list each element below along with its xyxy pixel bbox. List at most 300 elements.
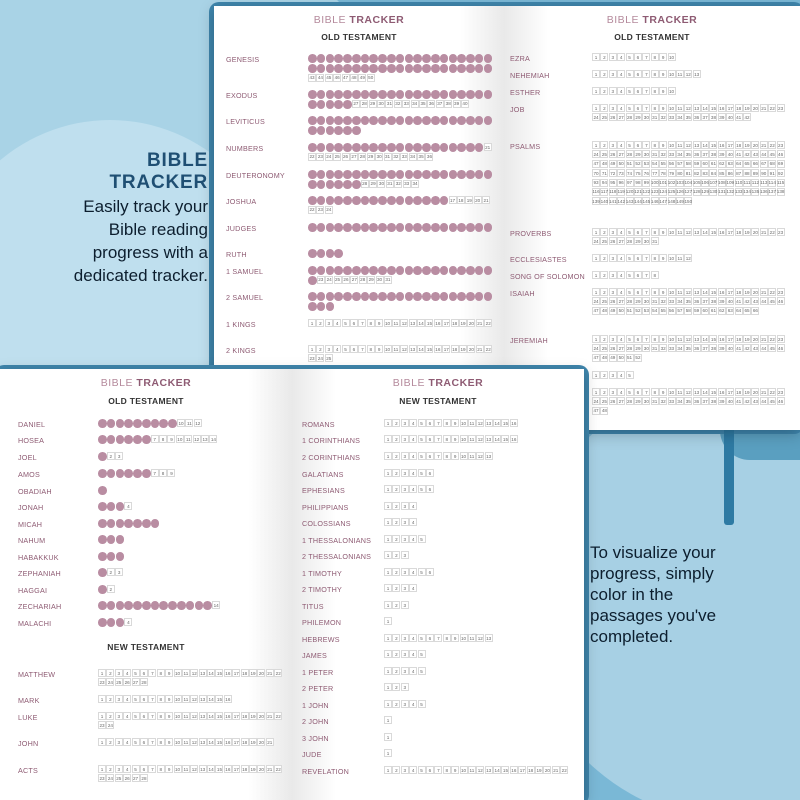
chapter-cell[interactable] bbox=[326, 249, 335, 258]
chapter-cell[interactable]: 48 bbox=[601, 355, 607, 361]
chapter-cell[interactable]: 123 bbox=[650, 189, 659, 195]
chapter-cell[interactable]: 27 bbox=[618, 238, 624, 244]
chapter-cell[interactable]: 32 bbox=[660, 398, 666, 404]
chapter-cell[interactable]: 55 bbox=[660, 308, 666, 314]
chapter-cell[interactable] bbox=[116, 601, 125, 610]
chapter-cell[interactable]: 14 bbox=[418, 320, 424, 326]
chapter-cell[interactable]: 23 bbox=[99, 722, 105, 728]
chapter-cell[interactable]: 75 bbox=[635, 170, 641, 176]
chapter-cell[interactable]: 8 bbox=[157, 738, 165, 746]
chapter-cell[interactable]: 10 bbox=[460, 436, 467, 442]
chapter-cell[interactable]: 38 bbox=[710, 398, 717, 404]
chapter-cell[interactable] bbox=[326, 100, 335, 109]
chapter-cell[interactable]: 7 bbox=[642, 388, 650, 396]
chapter-cell[interactable]: 49 bbox=[610, 355, 616, 361]
chapter-cell[interactable]: 8 bbox=[651, 87, 659, 95]
chapter-cell[interactable]: 12 bbox=[191, 670, 197, 676]
chapter-cell[interactable]: 10 bbox=[460, 767, 467, 773]
chapter-cell[interactable] bbox=[449, 170, 458, 179]
chapter-cell[interactable]: 7 bbox=[434, 634, 442, 642]
chapter-cell[interactable]: 3 bbox=[609, 271, 617, 279]
chapter-cell[interactable] bbox=[431, 292, 440, 301]
chapter-cell[interactable]: 5 bbox=[418, 469, 426, 477]
chapter-cell[interactable]: 17 bbox=[727, 389, 733, 395]
chapter-cell[interactable]: 4 bbox=[617, 228, 625, 236]
chapter-cell[interactable]: 4 bbox=[409, 452, 417, 460]
chapter-cell[interactable]: 87 bbox=[736, 170, 742, 176]
chapter-cell[interactable]: 3 bbox=[401, 535, 409, 543]
chapter-cell[interactable]: 52 bbox=[635, 161, 641, 167]
chapter-cell[interactable]: 33 bbox=[404, 181, 410, 187]
chapter-cell[interactable]: 3 bbox=[401, 551, 409, 559]
chapter-cell[interactable] bbox=[343, 170, 352, 179]
chapter-cell[interactable]: 24 bbox=[326, 207, 332, 213]
chapter-cell[interactable]: 118 bbox=[609, 189, 617, 195]
chapter-cell[interactable]: 39 bbox=[719, 398, 725, 404]
chapter-cell[interactable]: 44 bbox=[761, 298, 767, 304]
chapter-cell[interactable]: 5 bbox=[626, 228, 634, 236]
chapter-cell[interactable]: 5 bbox=[418, 700, 426, 708]
chapter-cell[interactable]: 125 bbox=[667, 189, 676, 195]
chapter-cell[interactable]: 86 bbox=[727, 170, 733, 176]
chapter-cell[interactable]: 17 bbox=[233, 670, 239, 676]
chapter-cell[interactable]: 14 bbox=[702, 142, 708, 148]
chapter-cell[interactable]: 9 bbox=[165, 669, 173, 677]
chapter-cell[interactable] bbox=[457, 292, 466, 301]
chapter-cell[interactable]: 77 bbox=[652, 170, 658, 176]
chapter-cell[interactable] bbox=[369, 54, 378, 63]
chapter-cell[interactable]: 12 bbox=[685, 71, 691, 77]
chapter-cell[interactable]: 2 bbox=[600, 254, 608, 262]
chapter-cell[interactable] bbox=[405, 90, 414, 99]
chapter-cell[interactable]: 96 bbox=[618, 180, 624, 186]
chapter-cell[interactable] bbox=[413, 64, 422, 73]
chapter-cell[interactable]: 1 bbox=[384, 733, 392, 741]
chapter-cell[interactable]: 7 bbox=[642, 104, 650, 112]
chapter-cell[interactable]: 22 bbox=[769, 336, 775, 342]
chapter-cell[interactable]: 33 bbox=[668, 298, 675, 304]
chapter-cell[interactable]: 31 bbox=[652, 398, 658, 404]
chapter-cell[interactable]: 2 bbox=[392, 568, 400, 576]
chapter-cell[interactable]: 61 bbox=[710, 161, 717, 167]
chapter-cell[interactable]: 62 bbox=[719, 308, 725, 314]
chapter-cell[interactable] bbox=[440, 196, 449, 205]
chapter-cell[interactable] bbox=[326, 292, 335, 301]
chapter-cell[interactable]: 21 bbox=[485, 144, 491, 150]
chapter-cell[interactable] bbox=[422, 170, 431, 179]
chapter-cell[interactable] bbox=[159, 419, 168, 428]
chapter-cell[interactable] bbox=[484, 116, 493, 125]
chapter-cell[interactable]: 35 bbox=[685, 151, 691, 157]
chapter-cell[interactable]: 37 bbox=[702, 114, 708, 120]
chapter-cell[interactable]: 6 bbox=[140, 695, 148, 703]
chapter-cell[interactable] bbox=[431, 143, 440, 152]
chapter-cell[interactable]: 5 bbox=[418, 667, 426, 675]
chapter-cell[interactable]: 142 bbox=[617, 198, 626, 204]
chapter-cell[interactable]: 3 bbox=[401, 700, 409, 708]
chapter-cell[interactable]: 121 bbox=[634, 189, 642, 195]
chapter-cell[interactable]: 20 bbox=[475, 197, 481, 203]
chapter-cell[interactable]: 4 bbox=[124, 502, 132, 510]
chapter-cell[interactable]: 10 bbox=[668, 389, 675, 395]
chapter-cell[interactable]: 2 bbox=[107, 568, 115, 576]
chapter-cell[interactable]: 56 bbox=[668, 161, 675, 167]
chapter-cell[interactable]: 47 bbox=[593, 408, 599, 414]
chapter-cell[interactable] bbox=[431, 64, 440, 73]
chapter-cell[interactable]: 17 bbox=[519, 767, 525, 773]
chapter-cell[interactable]: 23 bbox=[778, 336, 784, 342]
chapter-cell[interactable]: 30 bbox=[378, 101, 384, 107]
chapter-cell[interactable]: 6 bbox=[634, 104, 642, 112]
chapter-cell[interactable]: 19 bbox=[460, 320, 466, 326]
chapter-cell[interactable]: 122 bbox=[642, 189, 651, 195]
chapter-cell[interactable]: 13 bbox=[486, 436, 492, 442]
chapter-cell[interactable]: 45 bbox=[769, 298, 775, 304]
chapter-cell[interactable]: 8 bbox=[367, 345, 375, 353]
chapter-cell[interactable]: 24 bbox=[593, 238, 599, 244]
chapter-cell[interactable] bbox=[334, 54, 343, 63]
chapter-cell[interactable]: 4 bbox=[617, 53, 625, 61]
chapter-cell[interactable] bbox=[422, 292, 431, 301]
chapter-cell[interactable]: 12 bbox=[685, 142, 691, 148]
chapter-cell[interactable] bbox=[369, 292, 378, 301]
chapter-cell[interactable]: 25 bbox=[601, 238, 607, 244]
chapter-cell[interactable] bbox=[317, 302, 326, 311]
chapter-cell[interactable] bbox=[422, 266, 431, 275]
chapter-cell[interactable]: 3 bbox=[401, 452, 409, 460]
chapter-cell[interactable]: 4 bbox=[123, 669, 131, 677]
chapter-cell[interactable]: 3 bbox=[115, 712, 123, 720]
chapter-cell[interactable] bbox=[326, 126, 335, 135]
chapter-cell[interactable]: 35 bbox=[685, 298, 691, 304]
chapter-cell[interactable] bbox=[133, 601, 142, 610]
chapter-cell[interactable]: 2 bbox=[392, 667, 400, 675]
chapter-cell[interactable] bbox=[449, 143, 458, 152]
chapter-cell[interactable]: 4 bbox=[409, 535, 417, 543]
chapter-cell[interactable]: 46 bbox=[778, 298, 784, 304]
chapter-cell[interactable] bbox=[308, 90, 317, 99]
chapter-cell[interactable]: 32 bbox=[395, 101, 401, 107]
chapter-cell[interactable]: 8 bbox=[367, 319, 375, 327]
chapter-cell[interactable] bbox=[168, 419, 177, 428]
chapter-cell[interactable]: 1 bbox=[384, 667, 392, 675]
chapter-cell[interactable] bbox=[352, 116, 361, 125]
chapter-cell[interactable] bbox=[466, 266, 475, 275]
chapter-cell[interactable]: 128 bbox=[692, 189, 701, 195]
chapter-cell[interactable] bbox=[116, 535, 125, 544]
chapter-cell[interactable]: 42 bbox=[744, 398, 750, 404]
chapter-cell[interactable] bbox=[378, 196, 387, 205]
chapter-cell[interactable]: 10 bbox=[460, 453, 467, 459]
chapter-cell[interactable] bbox=[413, 223, 422, 232]
chapter-cell[interactable] bbox=[449, 54, 458, 63]
chapter-cell[interactable]: 15 bbox=[502, 436, 509, 442]
chapter-cell[interactable]: 149 bbox=[676, 198, 684, 204]
chapter-cell[interactable]: 80 bbox=[677, 170, 683, 176]
chapter-cell[interactable] bbox=[116, 469, 125, 478]
chapter-cell[interactable]: 17 bbox=[727, 229, 733, 235]
chapter-cell[interactable]: 24 bbox=[107, 722, 113, 728]
chapter-cell[interactable]: 39 bbox=[719, 114, 725, 120]
chapter-cell[interactable]: 12 bbox=[195, 420, 201, 426]
chapter-cell[interactable] bbox=[317, 143, 326, 152]
chapter-cell[interactable]: 46 bbox=[778, 398, 784, 404]
chapter-cell[interactable]: 114 bbox=[768, 180, 776, 186]
chapter-cell[interactable]: 36 bbox=[428, 101, 434, 107]
chapter-cell[interactable]: 1 bbox=[592, 254, 600, 262]
chapter-cell[interactable]: 28 bbox=[362, 181, 368, 187]
chapter-cell[interactable]: 20 bbox=[752, 105, 758, 111]
chapter-cell[interactable]: 2 bbox=[600, 288, 608, 296]
chapter-cell[interactable]: 1 bbox=[98, 695, 106, 703]
chapter-cell[interactable]: 66 bbox=[752, 308, 758, 314]
chapter-cell[interactable]: 3 bbox=[401, 766, 409, 774]
chapter-cell[interactable]: 9 bbox=[165, 738, 173, 746]
chapter-cell[interactable] bbox=[133, 419, 142, 428]
chapter-cell[interactable]: 53 bbox=[643, 161, 649, 167]
chapter-cell[interactable]: 83 bbox=[702, 170, 708, 176]
chapter-cell[interactable]: 37 bbox=[702, 398, 708, 404]
chapter-cell[interactable] bbox=[457, 170, 466, 179]
chapter-cell[interactable]: 11 bbox=[677, 289, 683, 295]
chapter-cell[interactable] bbox=[466, 54, 475, 63]
chapter-cell[interactable]: 78 bbox=[660, 170, 666, 176]
chapter-cell[interactable]: 37 bbox=[702, 345, 708, 351]
chapter-cell[interactable]: 131 bbox=[718, 189, 726, 195]
chapter-cell[interactable]: 35 bbox=[685, 345, 691, 351]
chapter-cell[interactable]: 3 bbox=[609, 53, 617, 61]
chapter-cell[interactable] bbox=[484, 64, 493, 73]
chapter-cell[interactable]: 9 bbox=[659, 87, 667, 95]
chapter-cell[interactable] bbox=[151, 519, 160, 528]
chapter-cell[interactable]: 7 bbox=[642, 70, 650, 78]
chapter-cell[interactable] bbox=[413, 90, 422, 99]
chapter-cell[interactable]: 16 bbox=[719, 229, 725, 235]
chapter-cell[interactable]: 10 bbox=[668, 105, 675, 111]
chapter-cell[interactable]: 46 bbox=[778, 151, 784, 157]
chapter-cell[interactable]: 28 bbox=[627, 238, 633, 244]
chapter-cell[interactable]: 6 bbox=[426, 419, 434, 427]
chapter-cell[interactable]: 21 bbox=[761, 142, 767, 148]
chapter-cell[interactable]: 16 bbox=[225, 766, 231, 772]
chapter-cell[interactable]: 17 bbox=[233, 766, 239, 772]
chapter-cell[interactable]: 23 bbox=[778, 105, 784, 111]
chapter-cell[interactable]: 59 bbox=[694, 308, 700, 314]
chapter-cell[interactable]: 3 bbox=[609, 228, 617, 236]
chapter-cell[interactable] bbox=[422, 90, 431, 99]
chapter-cell[interactable]: 34 bbox=[410, 154, 416, 160]
chapter-cell[interactable]: 14 bbox=[418, 346, 424, 352]
chapter-cell[interactable]: 5 bbox=[418, 452, 426, 460]
chapter-cell[interactable]: 51 bbox=[627, 308, 633, 314]
chapter-cell[interactable] bbox=[107, 618, 116, 627]
chapter-cell[interactable]: 18 bbox=[736, 389, 742, 395]
chapter-cell[interactable] bbox=[431, 54, 440, 63]
chapter-cell[interactable]: 8 bbox=[651, 104, 659, 112]
chapter-cell[interactable]: 79 bbox=[668, 170, 675, 176]
chapter-cell[interactable]: 6 bbox=[634, 141, 642, 149]
chapter-cell[interactable] bbox=[343, 292, 352, 301]
chapter-cell[interactable]: 8 bbox=[651, 70, 659, 78]
chapter-cell[interactable]: 1 bbox=[384, 634, 392, 642]
chapter-cell[interactable]: 4 bbox=[123, 738, 131, 746]
chapter-cell[interactable]: 109 bbox=[726, 180, 735, 186]
chapter-cell[interactable]: 18 bbox=[452, 320, 458, 326]
chapter-cell[interactable]: 7 bbox=[148, 695, 156, 703]
chapter-cell[interactable]: 2 bbox=[107, 452, 115, 460]
chapter-cell[interactable] bbox=[431, 223, 440, 232]
chapter-cell[interactable]: 7 bbox=[434, 452, 442, 460]
chapter-cell[interactable]: 32 bbox=[393, 154, 399, 160]
chapter-cell[interactable]: 21 bbox=[483, 197, 489, 203]
chapter-cell[interactable]: 97 bbox=[627, 180, 633, 186]
chapter-cell[interactable]: 73 bbox=[618, 170, 624, 176]
chapter-cell[interactable] bbox=[124, 435, 133, 444]
chapter-cell[interactable] bbox=[343, 64, 352, 73]
chapter-cell[interactable]: 3 bbox=[401, 683, 409, 691]
chapter-cell[interactable]: 13 bbox=[486, 767, 492, 773]
chapter-cell[interactable]: 49 bbox=[610, 308, 616, 314]
chapter-cell[interactable]: 89 bbox=[752, 170, 758, 176]
chapter-cell[interactable]: 5 bbox=[132, 669, 140, 677]
chapter-cell[interactable] bbox=[98, 568, 107, 577]
chapter-cell[interactable]: 20 bbox=[544, 767, 550, 773]
chapter-cell[interactable]: 38 bbox=[710, 151, 717, 157]
chapter-cell[interactable]: 43 bbox=[752, 345, 758, 351]
chapter-cell[interactable]: 12 bbox=[685, 336, 691, 342]
chapter-cell[interactable]: 34 bbox=[677, 114, 683, 120]
chapter-cell[interactable] bbox=[142, 601, 151, 610]
chapter-cell[interactable] bbox=[308, 266, 317, 275]
chapter-cell[interactable]: 13 bbox=[694, 389, 700, 395]
chapter-cell[interactable] bbox=[431, 116, 440, 125]
chapter-cell[interactable]: 119 bbox=[617, 189, 625, 195]
chapter-cell[interactable] bbox=[405, 292, 414, 301]
chapter-cell[interactable]: 64 bbox=[736, 308, 742, 314]
chapter-cell[interactable]: 25 bbox=[601, 114, 607, 120]
chapter-cell[interactable] bbox=[317, 249, 326, 258]
chapter-cell[interactable]: 32 bbox=[660, 151, 666, 157]
chapter-cell[interactable]: 10 bbox=[460, 635, 467, 641]
chapter-cell[interactable]: 2 bbox=[600, 271, 608, 279]
chapter-cell[interactable] bbox=[369, 116, 378, 125]
chapter-cell[interactable]: 31 bbox=[387, 181, 393, 187]
chapter-cell[interactable] bbox=[361, 292, 370, 301]
chapter-cell[interactable]: 21 bbox=[761, 105, 767, 111]
chapter-cell[interactable]: 108 bbox=[718, 180, 726, 186]
chapter-cell[interactable]: 1 bbox=[98, 669, 106, 677]
chapter-cell[interactable] bbox=[98, 469, 107, 478]
chapter-cell[interactable]: 145 bbox=[642, 198, 651, 204]
chapter-cell[interactable] bbox=[440, 143, 449, 152]
chapter-cell[interactable]: 17 bbox=[233, 739, 239, 745]
chapter-cell[interactable]: 7 bbox=[642, 335, 650, 343]
chapter-cell[interactable] bbox=[431, 266, 440, 275]
chapter-cell[interactable]: 40 bbox=[462, 101, 468, 107]
chapter-cell[interactable]: 9 bbox=[167, 469, 175, 477]
chapter-cell[interactable]: 42 bbox=[744, 151, 750, 157]
chapter-cell[interactable]: 37 bbox=[702, 151, 708, 157]
chapter-cell[interactable] bbox=[98, 435, 107, 444]
chapter-cell[interactable]: 6 bbox=[426, 485, 434, 493]
chapter-cell[interactable]: 25 bbox=[601, 298, 607, 304]
chapter-cell[interactable]: 13 bbox=[486, 420, 492, 426]
chapter-cell[interactable]: 6 bbox=[634, 254, 642, 262]
chapter-cell[interactable]: 126 bbox=[676, 189, 684, 195]
chapter-cell[interactable]: 48 bbox=[351, 75, 357, 81]
chapter-cell[interactable] bbox=[378, 90, 387, 99]
chapter-cell[interactable]: 36 bbox=[426, 154, 433, 160]
chapter-cell[interactable]: 14 bbox=[208, 766, 214, 772]
chapter-cell[interactable]: 17 bbox=[449, 197, 456, 203]
chapter-cell[interactable]: 111 bbox=[743, 180, 751, 186]
chapter-cell[interactable]: 21 bbox=[477, 320, 483, 326]
chapter-cell[interactable]: 84 bbox=[710, 170, 717, 176]
chapter-cell[interactable] bbox=[440, 170, 449, 179]
chapter-cell[interactable]: 7 bbox=[148, 712, 156, 720]
chapter-cell[interactable]: 29 bbox=[368, 277, 374, 283]
chapter-cell[interactable]: 7 bbox=[151, 435, 159, 443]
chapter-cell[interactable] bbox=[343, 54, 352, 63]
chapter-cell[interactable]: 20 bbox=[752, 229, 758, 235]
chapter-cell[interactable]: 6 bbox=[350, 345, 358, 353]
chapter-cell[interactable] bbox=[326, 64, 335, 73]
chapter-cell[interactable] bbox=[334, 116, 343, 125]
chapter-cell[interactable] bbox=[151, 419, 160, 428]
chapter-cell[interactable] bbox=[308, 143, 317, 152]
chapter-cell[interactable]: 19 bbox=[460, 346, 466, 352]
chapter-cell[interactable]: 100 bbox=[650, 180, 659, 186]
chapter-cell[interactable]: 31 bbox=[652, 298, 658, 304]
chapter-cell[interactable]: 13 bbox=[694, 105, 700, 111]
chapter-cell[interactable]: 19 bbox=[466, 197, 472, 203]
chapter-cell[interactable]: 13 bbox=[486, 635, 492, 641]
chapter-cell[interactable]: 19 bbox=[744, 289, 750, 295]
chapter-cell[interactable]: 18 bbox=[528, 767, 534, 773]
chapter-cell[interactable] bbox=[369, 90, 378, 99]
chapter-cell[interactable]: 4 bbox=[123, 765, 131, 773]
chapter-cell[interactable]: 146 bbox=[650, 198, 659, 204]
chapter-cell[interactable]: 6 bbox=[140, 669, 148, 677]
chapter-cell[interactable] bbox=[352, 292, 361, 301]
chapter-cell[interactable]: 16 bbox=[511, 436, 517, 442]
chapter-cell[interactable]: 13 bbox=[694, 142, 700, 148]
chapter-cell[interactable]: 24 bbox=[593, 151, 599, 157]
chapter-cell[interactable]: 15 bbox=[502, 420, 509, 426]
chapter-cell[interactable] bbox=[352, 90, 361, 99]
chapter-cell[interactable]: 50 bbox=[618, 308, 624, 314]
chapter-cell[interactable] bbox=[431, 196, 440, 205]
chapter-cell[interactable]: 2 bbox=[392, 601, 400, 609]
chapter-cell[interactable]: 1 bbox=[384, 419, 392, 427]
chapter-cell[interactable]: 9 bbox=[451, 435, 459, 443]
chapter-cell[interactable]: 60 bbox=[702, 308, 708, 314]
chapter-cell[interactable]: 29 bbox=[635, 151, 641, 157]
chapter-cell[interactable] bbox=[334, 90, 343, 99]
chapter-cell[interactable]: 138 bbox=[776, 189, 785, 195]
chapter-cell[interactable]: 7 bbox=[148, 669, 156, 677]
chapter-cell[interactable]: 4 bbox=[409, 485, 417, 493]
chapter-cell[interactable] bbox=[326, 54, 335, 63]
chapter-cell[interactable]: 25 bbox=[601, 151, 607, 157]
chapter-cell[interactable]: 99 bbox=[643, 180, 649, 186]
chapter-cell[interactable]: 9 bbox=[451, 766, 459, 774]
chapter-cell[interactable]: 98 bbox=[635, 180, 641, 186]
chapter-cell[interactable]: 19 bbox=[744, 229, 750, 235]
chapter-cell[interactable]: 22 bbox=[769, 105, 775, 111]
chapter-cell[interactable] bbox=[422, 116, 431, 125]
chapter-cell[interactable]: 11 bbox=[469, 635, 475, 641]
